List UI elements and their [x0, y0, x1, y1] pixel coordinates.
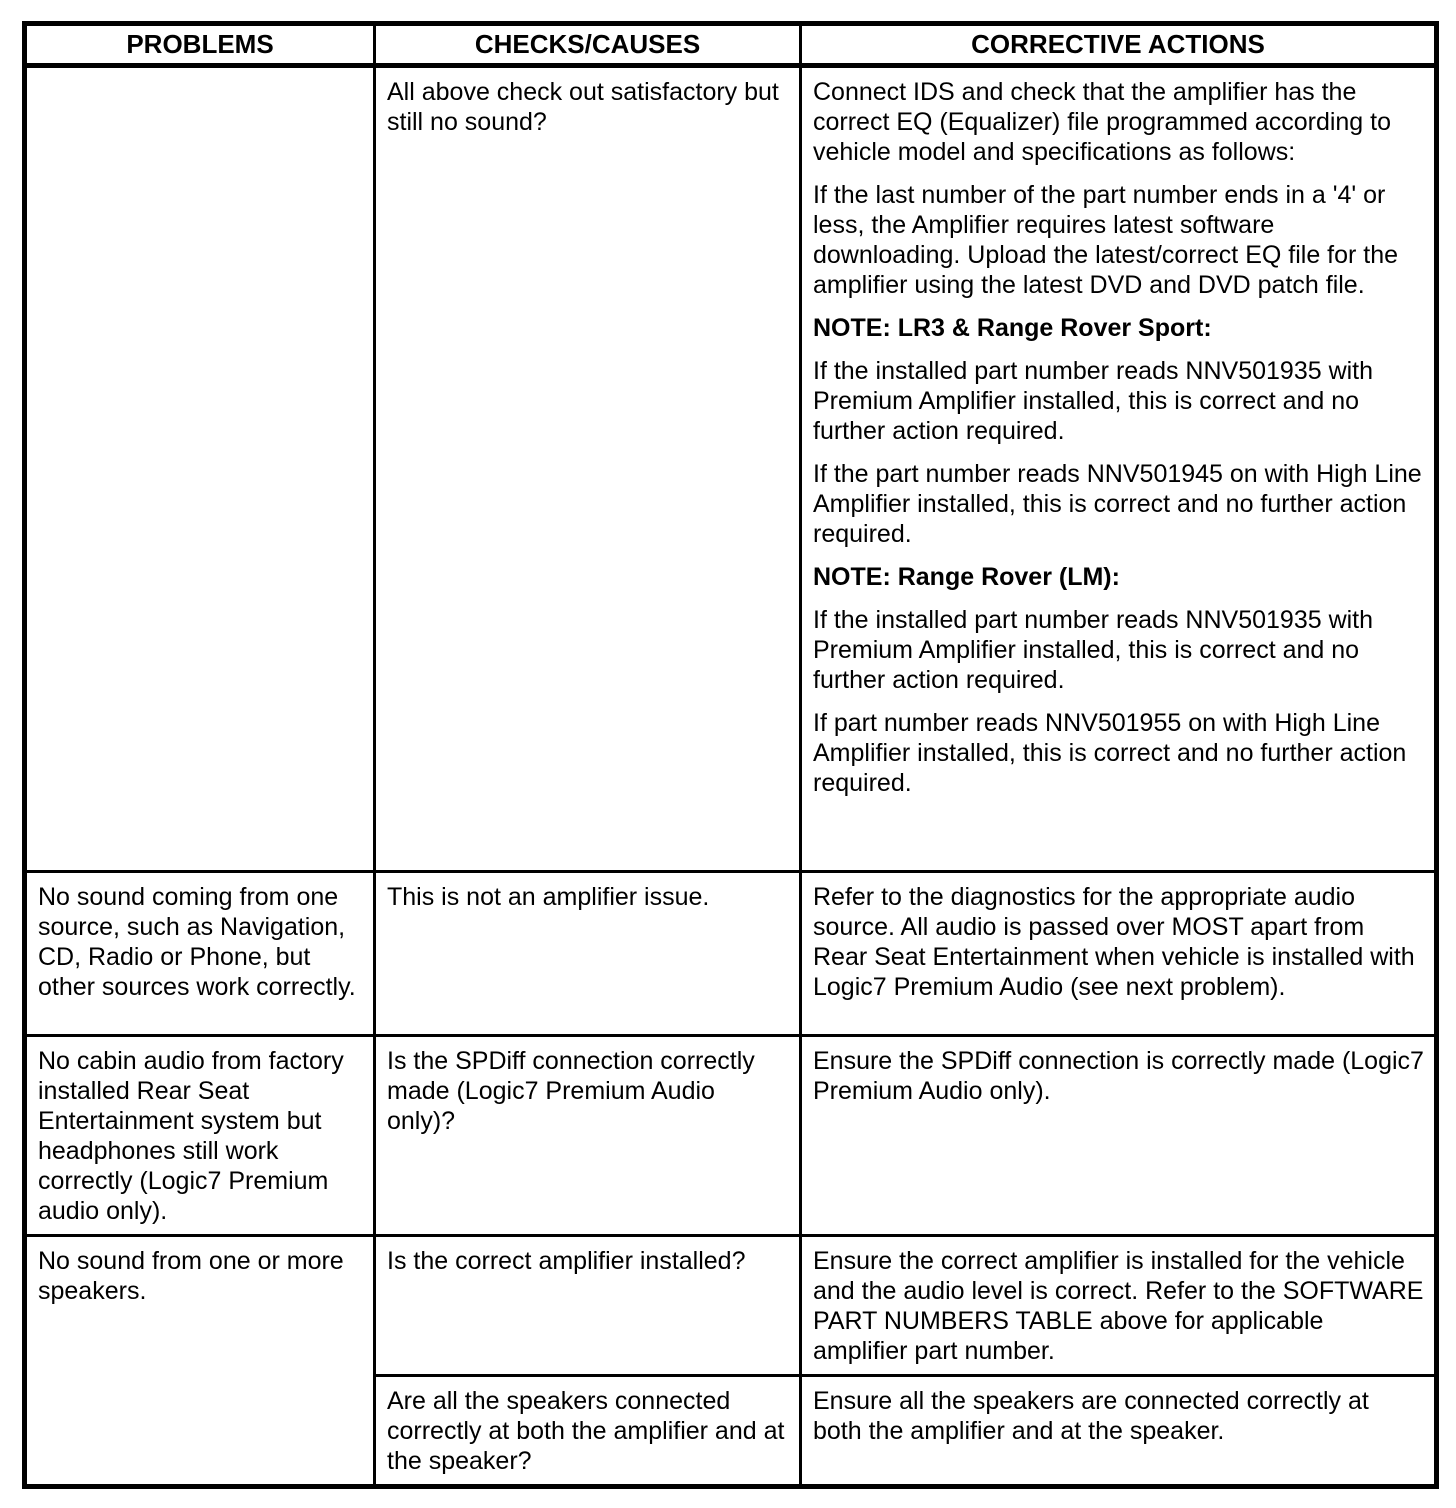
checks-text: Is the SPDiff connection correctly made (Logic7 Premium Audio only)? [387, 1047, 755, 1135]
table-row [25, 872, 1437, 1036]
problem-cell [25, 66, 375, 872]
corrective-paragraph: If the part number reads NNV501945 on with High Line Amplifier installed, this is correct and no further action required. [813, 460, 1422, 548]
checks-cell [375, 66, 801, 872]
corrective-cell [801, 872, 1437, 1036]
note-heading: NOTE: Range Rover (LM): [813, 563, 1120, 591]
checks-text: This is not an amplifier issue. [387, 883, 710, 911]
header-problems: PROBLEMS [25, 24, 375, 66]
corrective-paragraph: If the last number of the part number ends in a '4' or less, the Amplifier requires latest software downloading. Upload the latest/correct EQ file for the amplifier using the latest DVD and DVD patch file. [813, 181, 1399, 299]
corrective-paragraph: Ensure the SPDiff connection is correctly made (Logic7 Premium Audio only). [813, 1047, 1424, 1105]
corrective-paragraph: Ensure all the speakers are connected correctly at both the amplifier and at the speaker. [813, 1387, 1369, 1445]
problem-cell [25, 1036, 375, 1236]
corrective-paragraph: Connect IDS and check that the amplifier has the correct EQ (Equalizer) file programmed according to vehicle model and specifications as follows: [813, 78, 1392, 166]
checks-text: Are all the speakers connected correctly at both the amplifier and at the speaker? [387, 1387, 785, 1475]
corrective-cell [801, 1236, 1437, 1376]
header-corrective-actions: CORRECTIVE ACTIONS [801, 24, 1437, 66]
corrective-cell [801, 66, 1437, 872]
table-row [25, 1036, 1437, 1236]
checks-cell [375, 1036, 801, 1236]
checks-cell [375, 872, 801, 1036]
table-row [25, 66, 1437, 872]
problem-text: No sound from one or more speakers. [38, 1247, 344, 1305]
table-row [25, 1236, 1437, 1376]
problem-cell [25, 1236, 375, 1487]
corrective-paragraph: If part number reads NNV501955 on with High Line Amplifier installed, this is correct and no further action required. [813, 709, 1407, 797]
corrective-paragraph: Refer to the diagnostics for the appropriate audio source. All audio is passed over MOST apart from Rear Seat Entertainment when vehicle is installed with Logic7 Premium Audio (see next problem). [813, 883, 1415, 1001]
checks-text: All above check out satisfactory but still no sound? [387, 78, 779, 136]
corrective-cell [801, 1376, 1437, 1487]
corrective-paragraph: If the installed part number reads NNV501935 with Premium Amplifier installed, this is correct and no further action required. [813, 606, 1374, 694]
note-heading: NOTE: LR3 & Range Rover Sport: [813, 314, 1212, 342]
corrective-cell [801, 1036, 1437, 1236]
header-checks-causes: CHECKS/CAUSES [375, 24, 801, 66]
troubleshooting-table [22, 21, 1439, 1489]
checks-cell [375, 1376, 801, 1487]
corrective-paragraph: Ensure the correct amplifier is installed for the vehicle and the audio level is correct. Refer to the SOFTWARE PART NUMBERS TABLE above for applicable amplifier part number. [813, 1247, 1424, 1365]
problem-text: No sound coming from one source, such as Navigation, CD, Radio or Phone, but other sources work correctly. [38, 883, 356, 1001]
corrective-paragraph: If the installed part number reads NNV501935 with Premium Amplifier installed, this is correct and no further action required. [813, 357, 1374, 445]
problem-text: No cabin audio from factory installed Rear Seat Entertainment system but headphones still work correctly (Logic7 Premium audio only). [38, 1047, 344, 1225]
checks-text: Is the correct amplifier installed? [387, 1247, 746, 1275]
checks-cell [375, 1236, 801, 1376]
header-row [25, 24, 1437, 66]
problem-cell [25, 872, 375, 1036]
